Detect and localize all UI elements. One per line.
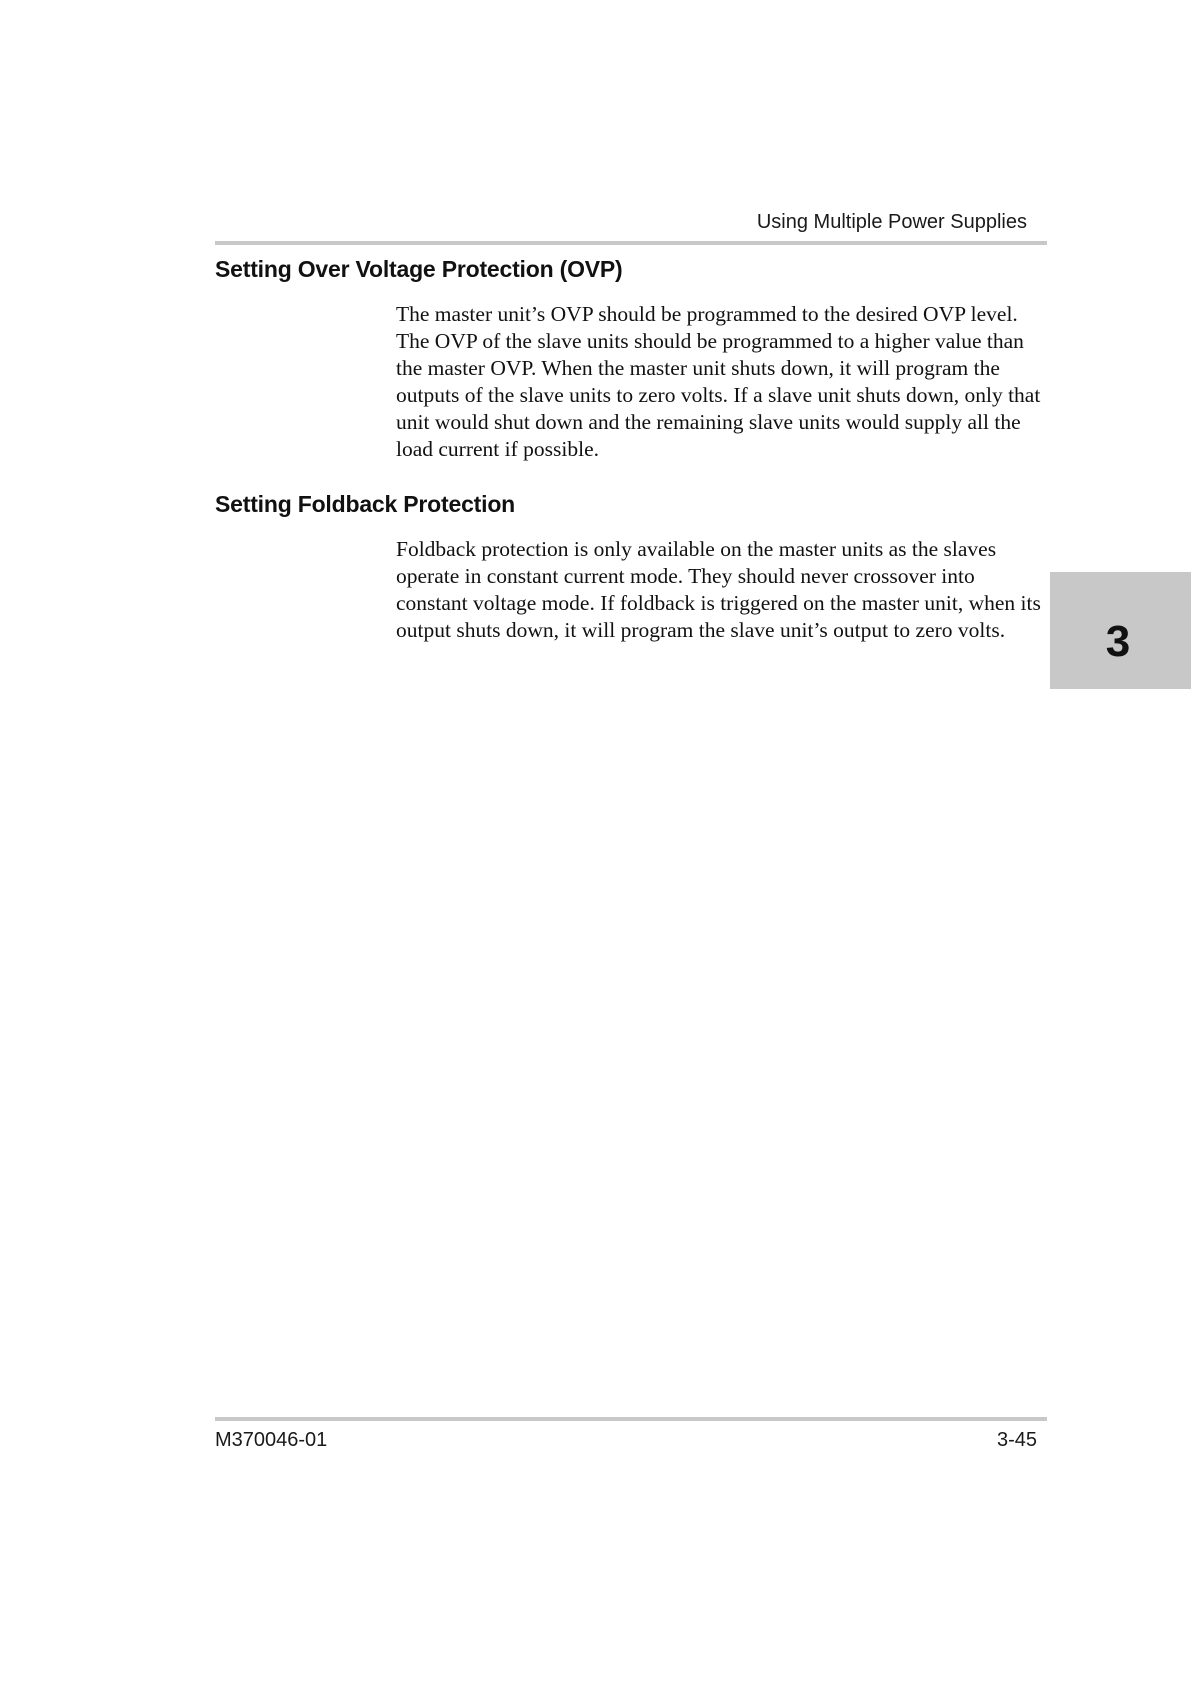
footer-document-id: M370046-01 — [215, 1429, 328, 1451]
section-heading-ovp: Setting Over Voltage Protection (OVP) — [215, 256, 623, 282]
header-rule — [215, 241, 1047, 245]
section-body-foldback: Foldback protection is only available on the master units as the slaves operate in constant current mode. They should never crossover into constant voltage mode. If foldback is triggered on the master unit, when its output shuts down, it will program the slave unit’s output to zero volts. — [396, 537, 1041, 642]
footer-page-number: 3-45 — [996, 1429, 1037, 1451]
chapter-tab-number: 3 — [1105, 616, 1131, 666]
chapter-tab — [1050, 572, 1191, 689]
footer-rule — [215, 1417, 1047, 1421]
running-header-title: Using Multiple Power Supplies — [756, 211, 1027, 233]
section-body-ovp: The master unit’s OVP should be programmed to the desired OVP level. The OVP of the slave units should be programmed to a higher value than the master OVP. When the master unit shuts down, it will program the outputs of the slave units to zero volts. If a slave unit shuts down, only that unit would shut down and the remaining slave units would supply all the load current if possible. — [396, 302, 1041, 461]
section-heading-foldback: Setting Foldback Protection — [215, 491, 516, 517]
